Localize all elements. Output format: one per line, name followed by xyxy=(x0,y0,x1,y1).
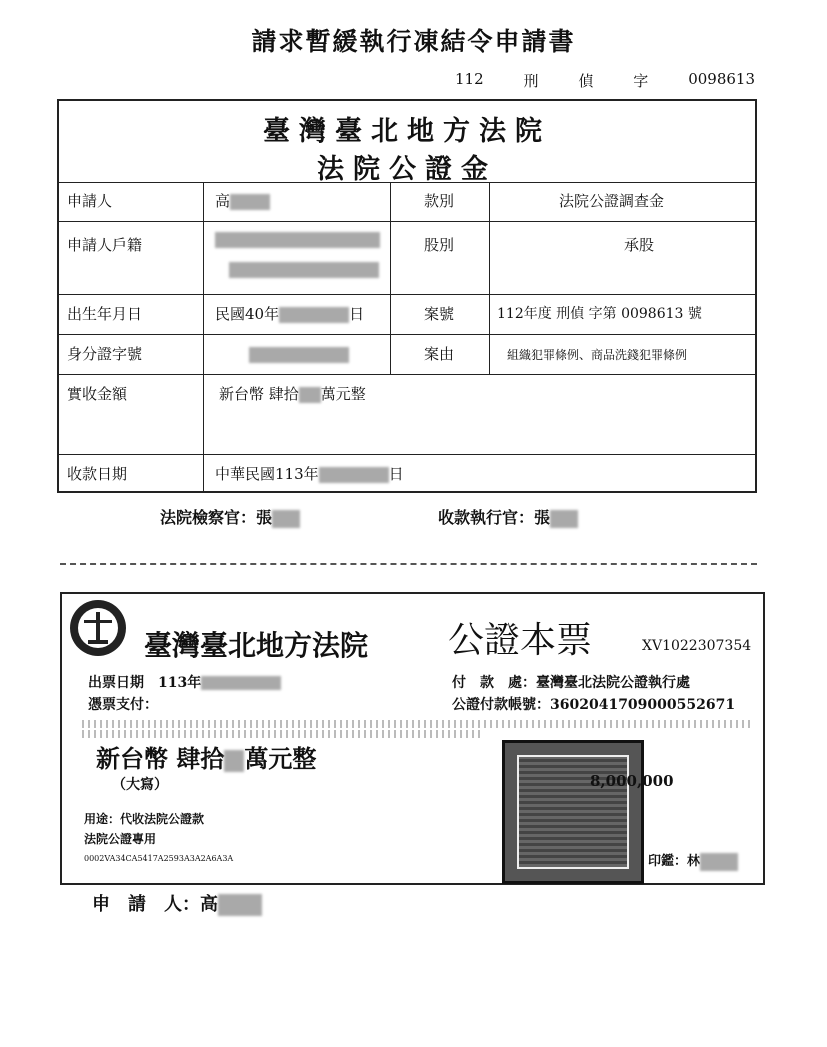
receipt-court-name: 臺灣臺北地方法院 xyxy=(263,116,551,147)
document-title: 請求暫緩執行凍結令申請書 xyxy=(251,27,576,56)
label-type: 股別 xyxy=(424,236,455,254)
value-amount: 新台幣 肆拾 萬元整 xyxy=(219,385,366,403)
ref-sub: 偵 xyxy=(578,72,594,90)
label-id: 身分證字號 xyxy=(67,345,143,363)
seal-amount: 8,000,000 xyxy=(590,772,674,790)
tear-line xyxy=(60,563,757,565)
usage-line-1: 用途：代收法院公證款 xyxy=(84,812,205,826)
row-divider xyxy=(59,374,755,375)
col-divider xyxy=(390,182,391,374)
prosecutor-signature: 法院檢察官：張 xyxy=(160,505,300,528)
row-divider xyxy=(59,294,755,295)
row-divider xyxy=(59,182,755,183)
ref-number: 0098613 xyxy=(688,70,755,88)
value-cause: 組織犯罪條例、商品洗錢犯罪條例 xyxy=(507,348,688,362)
row-divider xyxy=(59,334,755,335)
pay-label: 憑票支付： xyxy=(88,697,158,713)
row-divider xyxy=(59,454,755,455)
signer: 印鑑：林 xyxy=(648,850,738,871)
dotted-line xyxy=(82,730,482,738)
receipt-fund-name: 法院公證金 xyxy=(317,154,497,185)
col-divider xyxy=(203,182,204,493)
label-amount: 實收金額 xyxy=(67,385,128,403)
cheque-title: 公證本票 xyxy=(448,620,593,661)
payer: 付 款 處：臺灣臺北法院公證執行處 xyxy=(452,675,690,691)
ref-type: 刑 xyxy=(523,72,539,90)
cheque-serial: XV1022307354 xyxy=(642,638,752,654)
cheque-court-name: 臺灣臺北地方法院 xyxy=(144,629,369,662)
value-item: 法院公證調查金 xyxy=(559,192,665,210)
label-domicile: 申請人戶籍 xyxy=(67,236,143,254)
dotted-line xyxy=(82,720,752,728)
label-date: 收款日期 xyxy=(67,465,128,483)
value-domicile xyxy=(215,229,380,249)
executor-signature: 收款執行官：張 xyxy=(438,505,578,528)
reference-number xyxy=(455,70,755,91)
value-applicant: 高 xyxy=(215,191,270,211)
label-birth: 出生年月日 xyxy=(67,305,143,323)
value-id xyxy=(249,344,349,364)
label-applicant: 申請人 xyxy=(67,192,113,210)
usage-line-2: 法院公證專用 xyxy=(84,832,157,846)
micr-code: 0002VA34CA5417A2593A3A2A6A3A xyxy=(84,854,234,863)
label-case: 案號 xyxy=(424,305,455,323)
row-divider xyxy=(59,221,755,222)
court-emblem-icon xyxy=(68,598,128,658)
label-item: 款別 xyxy=(424,192,455,210)
issue-date: 出票日期 113年 xyxy=(88,672,281,692)
amount-note: （大寫） xyxy=(112,777,168,793)
col-divider xyxy=(489,182,490,374)
ref-char: 字 xyxy=(633,72,649,90)
receipt-form xyxy=(57,99,757,493)
official-seal xyxy=(502,740,644,884)
promissory-note xyxy=(60,592,765,885)
label-cause: 案由 xyxy=(424,345,455,363)
value-type: 承股 xyxy=(624,236,655,254)
footer-applicant: 申 請 人：高 xyxy=(92,890,262,916)
value-birth: 民國40年 日 xyxy=(215,305,365,323)
cheque-amount: 新台幣 肆拾 萬元整 xyxy=(96,744,317,773)
value-domicile-2 xyxy=(229,259,379,279)
ref-year: 112 xyxy=(455,70,484,88)
value-case: 112年度 刑偵 字第 0098613 號 xyxy=(497,306,702,322)
account: 公證付款帳號：3602041709000552671 xyxy=(452,697,736,713)
value-date: 中華民國113年 日 xyxy=(215,465,404,483)
